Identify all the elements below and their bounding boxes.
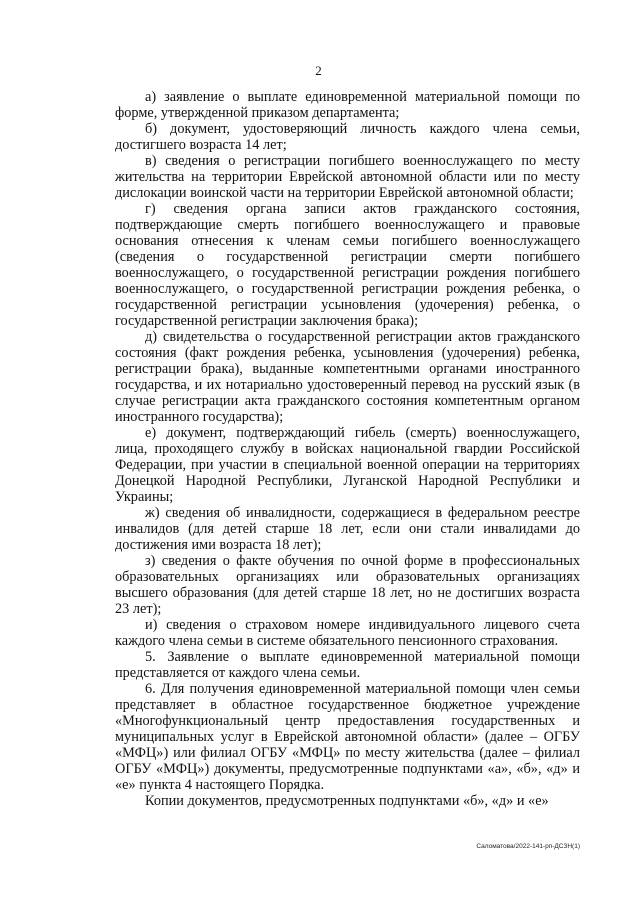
paragraph-e: е) документ, подтверждающий гибель (смерть) военнослужащего, лица, проходящего службу в войсках национальной гвардии Российской Федерации, при участии в специальной военной операции на территориях Донецкой Народной Республики, Луганской Народной Республики и Украины; <box>115 425 580 505</box>
paragraph-copies: Копии документов, предусмотренных подпунктами «б», «д» и «е» <box>145 793 549 809</box>
paragraph-z: з) сведения о факте обучения по очной форме в профессиональных образовательных организациях или образовательных организациях высшего образования (для детей старше 18 лет, но не достигших возраста 23 лет); <box>115 553 580 617</box>
paragraph-g: г) сведения органа записи актов гражданского состояния, подтверждающие смерть погибшего военнослужащего и правовые основания отнесения к членам семьи погибшего военнослужащего (сведения о государственной регистрации смерти погибшего военнослужащего, о государственной регистрации рождения погибшего военнослужащего, о государственной регистрации рождения ребенка, о государственной регистрации усыновления (удочерения) ребенка, о государственной регистрации заключения брака); <box>115 201 580 329</box>
paragraph-d: д) свидетельства о государственной регистрации актов гражданского состояния (факт рождения ребенка, усыновления (удочерения) ребенка, регистрации брака), выданные компетентными органами иностранного государства, и их нотариально удостоверенный перевод на русский язык (в случае регистрации акта гражданского состояния компетентным органом иностранного государства); <box>115 329 580 425</box>
page-number: 2 <box>315 63 322 78</box>
paragraph-item-5: 5. Заявление о выплате единовременной материальной помощи представляется от каждого члена семьи. <box>115 649 580 681</box>
paragraph-a: а) заявление о выплате единовременной материальной помощи по форме, утвержденной приказом департамента; <box>115 89 580 121</box>
paragraph-i: и) сведения о страховом номере индивидуального лицевого счета каждого члена семьи в системе обязательного пенсионного страхования. <box>115 617 580 649</box>
paragraph-v: в) сведения о регистрации погибшего военнослужащего по месту жительства на территории Еврейской автономной области или по месту дислокации воинской части на территории Еврейской автономной области; <box>115 153 580 201</box>
paragraph-b: б) документ, удостоверяющий личность каждого члена семьи, достигшего возраста 14 лет; <box>115 121 580 153</box>
document-body <box>115 89 580 809</box>
document-footer-code: Саломатова/2022-141-рп-ДСЗН(1) <box>476 843 580 850</box>
paragraph-zh: ж) сведения об инвалидности, содержащиеся в федеральном реестре инвалидов (для детей старше 18 лет, если они стали инвалидами до достижения ими возраста 18 лет); <box>115 505 580 553</box>
paragraph-item-6: 6. Для получения единовременной материальной помощи член семьи представляет в областное государственное бюджетное учреждение «Многофункциональный центр предоставления государственных и муниципальных услуг в Еврейской автономной области» (далее – ОГБУ «МФЦ») или филиал ОГБУ «МФЦ» по месту жительства (далее – филиал ОГБУ «МФЦ») документы, предусмотренные подпунктами «а», «б», «д» и «е» пункта 4 настоящего Порядка. <box>115 681 580 793</box>
